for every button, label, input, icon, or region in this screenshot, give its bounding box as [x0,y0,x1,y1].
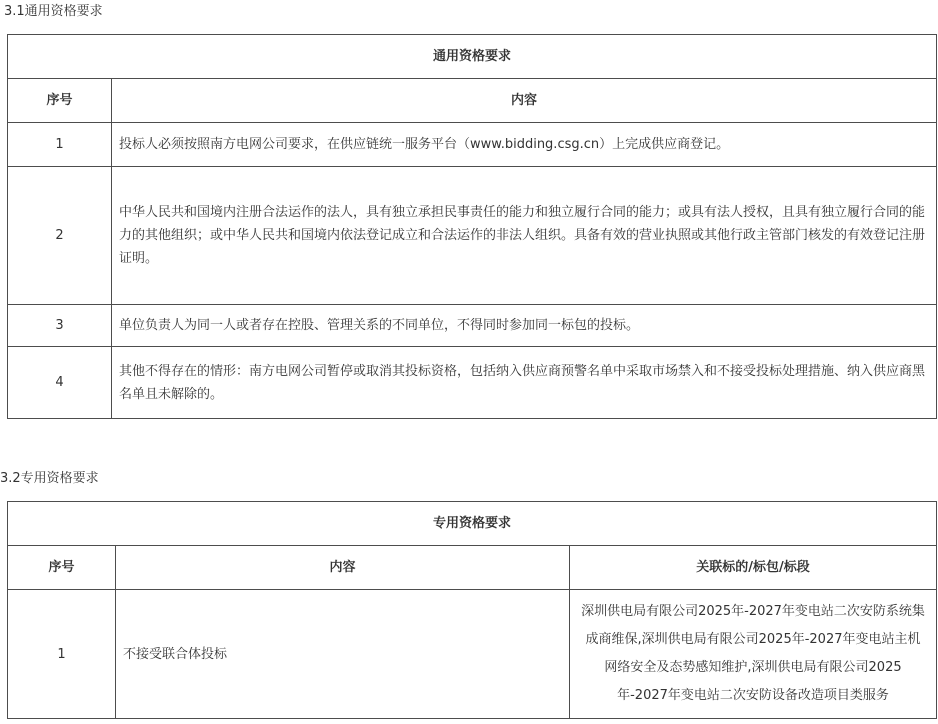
section-title-general: 3.1通用资格要求 [4,4,103,19]
section-title-specific: 3.2专用资格要求 [0,471,99,486]
row-seq: 1 [8,123,112,167]
table-row [8,167,937,305]
row-content: 投标人必须按照南方电网公司要求，在供应链统一服务平台（www.bidding.csg.cn）上完成供应商登记。 [112,123,937,167]
row-seq: 1 [8,590,116,719]
row-seq: 3 [8,305,112,347]
row-related: 深圳供电局有限公司2025年-2027年变电站二次安防系统集成商维保,深圳供电局有限公司2025年-2027年变电站主机网络安全及态势感知维护,深圳供电局有限公司2025年-2027年变电站二次安防设备改造项目类服务 [570,590,937,719]
general-requirements-table [7,34,937,419]
table-row [8,305,937,347]
table-row [8,347,937,419]
row-content: 不接受联合体投标 [116,590,570,719]
table-row [8,123,937,167]
table-row [8,590,937,719]
specific-requirements-table [7,501,937,719]
row-seq: 2 [8,167,112,305]
column-header-seq: 序号 [8,546,116,590]
table-header-row [8,546,937,590]
table-title-row [8,35,937,79]
row-content: 中华人民共和国境内注册合法运作的法人，具有独立承担民事责任的能力和独立履行合同的能力；或具有法人授权，且具有独立履行合同的能力的其他组织；或中华人民共和国境内依法登记成立和合法运作的非法人组织。具备有效的营业执照或其他行政主管部门核发的有效登记注册证明。 [112,167,937,305]
table-title: 专用资格要求 [8,502,937,546]
table-title: 通用资格要求 [8,35,937,79]
column-header-seq: 序号 [8,79,112,123]
row-seq: 4 [8,347,112,419]
column-header-content: 内容 [112,79,937,123]
row-content: 单位负责人为同一人或者存在控股、管理关系的不同单位，不得同时参加同一标包的投标。 [112,305,937,347]
table-header-row [8,79,937,123]
table-title-row [8,502,937,546]
row-content: 其他不得存在的情形：南方电网公司暂停或取消其投标资格，包括纳入供应商预警名单中采取市场禁入和不接受投标处理措施、纳入供应商黑名单且未解除的。 [112,347,937,419]
column-header-related: 关联标的/标包/标段 [570,546,937,590]
column-header-content: 内容 [116,546,570,590]
